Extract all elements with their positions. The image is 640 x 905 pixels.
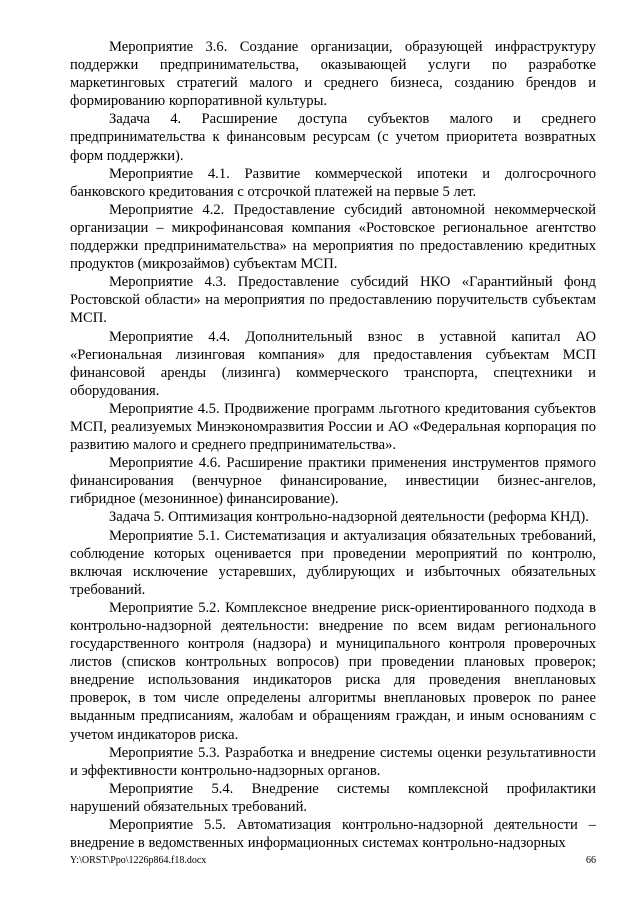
paragraph-event-5-5: Мероприятие 5.5. Автоматизация контрольно-надзорной деятельности – внедрение в ведомственных информационных системах контрольно-надзорных bbox=[70, 817, 596, 852]
paragraph-event-4-3: Мероприятие 4.3. Предоставление субсидий НКО «Гарантийный фонд Ростовской области» на мероприятия по предоставлению поручительств субъектам МСП. bbox=[70, 274, 596, 327]
paragraph-event-4-2: Мероприятие 4.2. Предоставление субсидий автономной некоммерческой организации – микрофинансовая компания «Ростовское региональное агентство поддержки предпринимательства» на мероприятия по предоставлению кредитных продуктов (микрозаймов) субъектам МСП. bbox=[70, 201, 596, 273]
paragraph-task-4: Задача 4. Расширение доступа субъектов малого и среднего предпринимательства к финансовым ресурсам (с учетом приоритета возвратных форм поддержки). bbox=[70, 111, 596, 164]
paragraph-event-4-4: Мероприятие 4.4. Дополнительный взнос в уставной капитал АО «Региональная лизинговая компания» для предоставления субъектам МСП финансовой аренды (лизинга) коммерческого транспорта, спецтехники и оборудования. bbox=[70, 328, 596, 399]
footer-page-number: 66 bbox=[586, 855, 596, 866]
document-body bbox=[70, 38, 596, 852]
paragraph-event-4-6: Мероприятие 4.6. Расширение практики применения инструментов прямого финансирования (венчурное финансирование, инвестиции бизнес-ангелов, гибридное (мезонинное) финансирование). bbox=[70, 455, 596, 508]
footer-file-path: Y:\ORST\Ppo\1226p864.f18.docx bbox=[70, 855, 207, 866]
paragraph-task-5: Задача 5. Оптимизация контрольно-надзорной деятельности (реформа КНД). bbox=[109, 509, 589, 526]
paragraph-event-5-1: Мероприятие 5.1. Систематизация и актуализация обязательных требований, соблюдение которых оценивается при проведении мероприятий по контролю, включая исключение устаревших, дублирующих и избыточных обязательных требований. bbox=[70, 527, 596, 598]
paragraph-event-5-3: Мероприятие 5.3. Разработка и внедрение системы оценки результативности и эффективности контрольно-надзорных органов. bbox=[70, 744, 596, 779]
paragraph-event-4-5: Мероприятие 4.5. Продвижение программ льготного кредитования субъектов МСП, реализуемых Минэкономразвития России и АО «Федеральная корпорация по развитию малого и среднего предпринимательства». bbox=[70, 400, 596, 454]
paragraph-event-5-2: Мероприятие 5.2. Комплексное внедрение риск-ориентированного подхода в контрольно-надзорной деятельности: внедрение по всем видам регионального государственного контроля (надзора) и муниципального контроля проверочных листов (списков контрольных вопросов) при проведении плановых проверок; внедрение использования индикаторов риска для проведения внеплановых проверок, в том числе определены алгоритмы внеплановых проверок по ранее выданным предписаниям, жалобам и обращениям граждан, и иным основаниям с учетом индикаторов риска. bbox=[70, 599, 596, 743]
paragraph-event-3-6: Мероприятие 3.6. Создание организации, образующей инфраструктуру поддержки предпринимательства, оказывающей услуги по разработке маркетинговых стратегий малого и среднего бизнеса, созданию брендов и формированию корпоративной культуры. bbox=[70, 39, 596, 110]
paragraph-event-5-4: Мероприятие 5.4. Внедрение системы комплексной профилактики нарушений обязательных требований. bbox=[70, 780, 596, 815]
paragraph-event-4-1: Мероприятие 4.1. Развитие коммерческой ипотеки и долгосрочного банковского кредитования с отсрочкой платежей на первые 5 лет. bbox=[70, 165, 596, 200]
